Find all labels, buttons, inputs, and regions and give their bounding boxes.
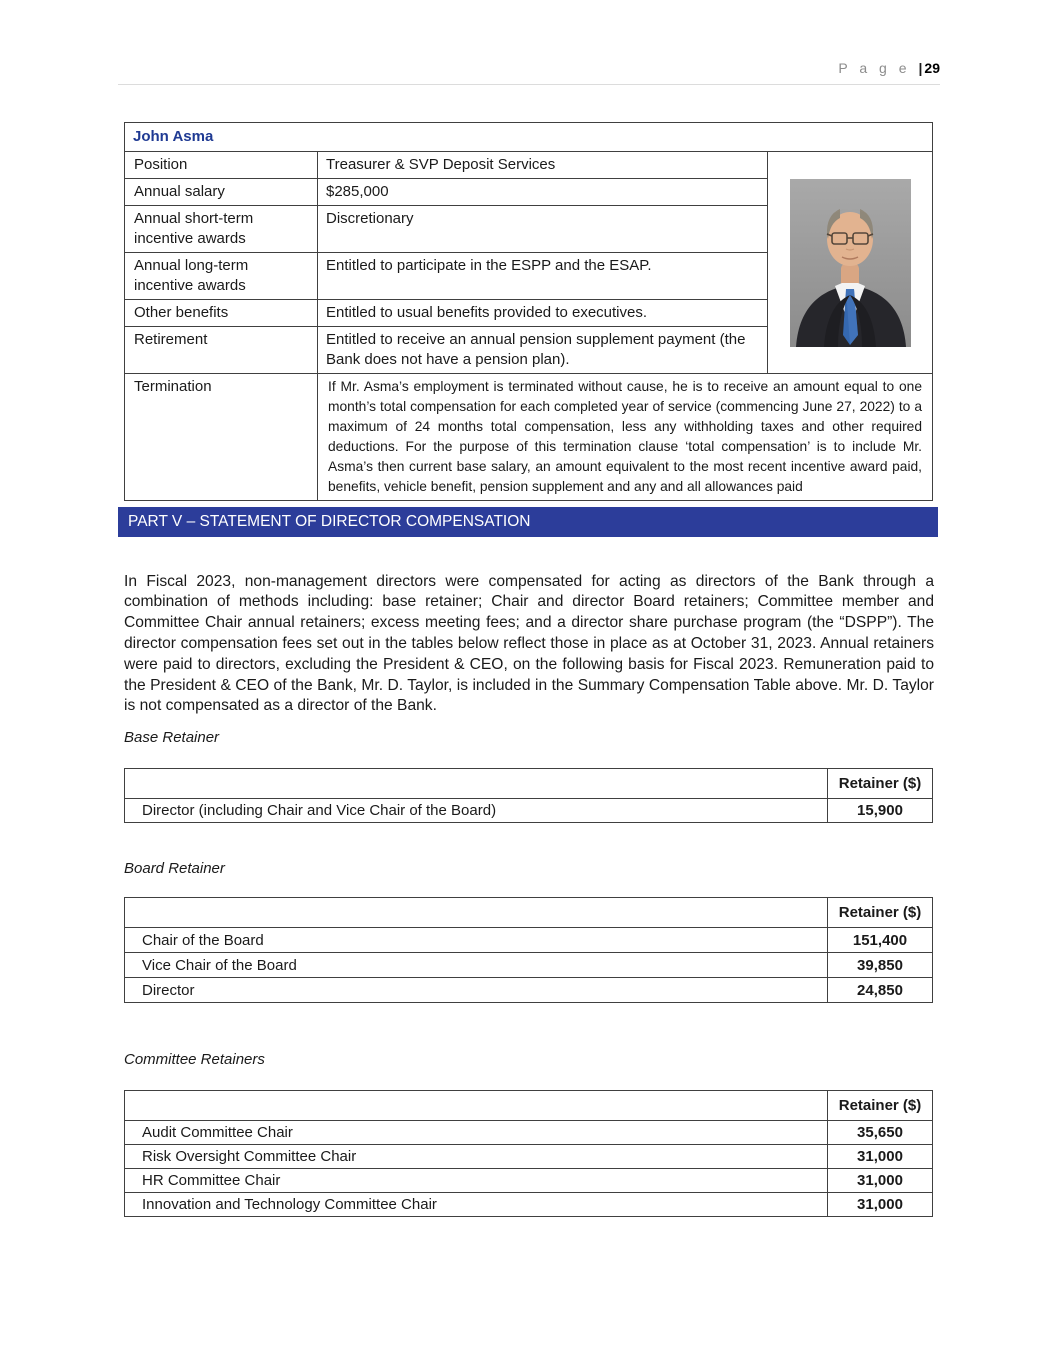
table-row bbox=[125, 374, 933, 501]
row-label: Annual salary bbox=[125, 179, 318, 206]
row-value: 151,400 bbox=[828, 928, 933, 953]
profile-name-row bbox=[125, 123, 933, 152]
committee-retainers-heading: Committee Retainers bbox=[124, 1051, 265, 1068]
row-value: Entitled to receive an annual pension supplement payment (the Bank does not have a pension plan). bbox=[318, 327, 768, 374]
base-retainer-table bbox=[124, 768, 933, 823]
row-value: $285,000 bbox=[318, 179, 768, 206]
table-row bbox=[125, 1193, 933, 1217]
executive-profile-table bbox=[124, 122, 933, 501]
row-value: 24,850 bbox=[828, 978, 933, 1003]
row-value: Treasurer & SVP Deposit Services bbox=[318, 152, 768, 179]
table-row bbox=[125, 978, 933, 1003]
intro-paragraph: In Fiscal 2023, non-management directors were compensated for acting as directors of the Bank through a combination of methods including: base retainer; Chair and director Board retainers; Committee member and Committee Chair annual retainers; excess meeting fees; and a director share purchase program (the “DSPP”). The director compensation fees set out in the tables below reflect those in place as at October 31, 2023. Annual retainers were paid to directors, excluding the President & CEO, on the following basis for Fiscal 2023. Remuneration paid to the President & CEO of the Bank, Mr. D. Taylor, is included in the Summary Compensation Table above. Mr. D. Taylor is not compensated as a director of the Bank. bbox=[124, 572, 934, 715]
page-number: 29 bbox=[924, 60, 940, 76]
table-row bbox=[125, 152, 933, 179]
row-label: Position bbox=[125, 152, 318, 179]
row-label: Annual short-term incentive awards bbox=[125, 206, 318, 253]
row-label: Innovation and Technology Committee Chair bbox=[125, 1193, 828, 1217]
row-value: 31,000 bbox=[828, 1145, 933, 1169]
table-row bbox=[125, 1121, 933, 1145]
table-header-row bbox=[125, 769, 933, 799]
committee-retainers-table bbox=[124, 1090, 933, 1217]
table-row bbox=[125, 928, 933, 953]
section-banner bbox=[118, 507, 938, 537]
row-label: Termination bbox=[125, 374, 318, 501]
retainer-column-header: Retainer ($) bbox=[828, 769, 933, 799]
row-label: Vice Chair of the Board bbox=[125, 953, 828, 978]
row-value: Entitled to usual benefits provided to executives. bbox=[318, 300, 768, 327]
table-row bbox=[125, 1169, 933, 1193]
profile-name: John Asma bbox=[125, 123, 933, 152]
row-value: Discretionary bbox=[318, 206, 768, 253]
row-value: 35,650 bbox=[828, 1121, 933, 1145]
row-label: HR Committee Chair bbox=[125, 1169, 828, 1193]
table-row bbox=[125, 799, 933, 823]
retainer-column-header: Retainer ($) bbox=[828, 1091, 933, 1121]
empty-header-cell bbox=[125, 1091, 828, 1121]
row-value: 31,000 bbox=[828, 1169, 933, 1193]
row-value: 39,850 bbox=[828, 953, 933, 978]
row-label: Other benefits bbox=[125, 300, 318, 327]
row-label: Director bbox=[125, 978, 828, 1003]
table-row bbox=[125, 953, 933, 978]
board-retainer-table bbox=[124, 897, 933, 1003]
row-label: Risk Oversight Committee Chair bbox=[125, 1145, 828, 1169]
row-label: Chair of the Board bbox=[125, 928, 828, 953]
row-label: Director (including Chair and Vice Chair of the Board) bbox=[125, 799, 828, 823]
table-row bbox=[125, 1145, 933, 1169]
table-header-row bbox=[125, 898, 933, 928]
row-value: If Mr. Asma’s employment is terminated without cause, he is to receive an amount equal to one month’s total compensation for each completed year of service (commencing June 27, 2022) to a maximum of 24 months total compensation, less any withholding taxes and other required deductions. For the purpose of this termination clause ‘total compensation’ is to include Mr. Asma’s then current base salary, an amount equivalent to the most recent incentive award paid, benefits, vehicle benefit, pension supplement and any and all allowances paid bbox=[318, 374, 933, 501]
executive-headshot-photo bbox=[790, 179, 911, 347]
header-rule bbox=[118, 84, 940, 85]
empty-header-cell bbox=[125, 769, 828, 799]
page-label: P a g e bbox=[838, 60, 911, 76]
row-value: 31,000 bbox=[828, 1193, 933, 1217]
retainer-column-header: Retainer ($) bbox=[828, 898, 933, 928]
page-separator: | bbox=[918, 60, 923, 76]
row-value: Entitled to participate in the ESPP and the ESAP. bbox=[318, 253, 768, 300]
empty-header-cell bbox=[125, 898, 828, 928]
board-retainer-heading: Board Retainer bbox=[124, 860, 225, 877]
row-value: 15,900 bbox=[828, 799, 933, 823]
base-retainer-heading: Base Retainer bbox=[124, 729, 220, 746]
row-label: Retirement bbox=[125, 327, 318, 374]
row-label: Audit Committee Chair bbox=[125, 1121, 828, 1145]
table-header-row bbox=[125, 1091, 933, 1121]
page-header bbox=[838, 60, 940, 76]
section-banner-title: PART V – STATEMENT OF DIRECTOR COMPENSATION bbox=[128, 513, 531, 530]
row-label: Annual long-term incentive awards bbox=[125, 253, 318, 300]
photo-cell bbox=[768, 152, 933, 374]
